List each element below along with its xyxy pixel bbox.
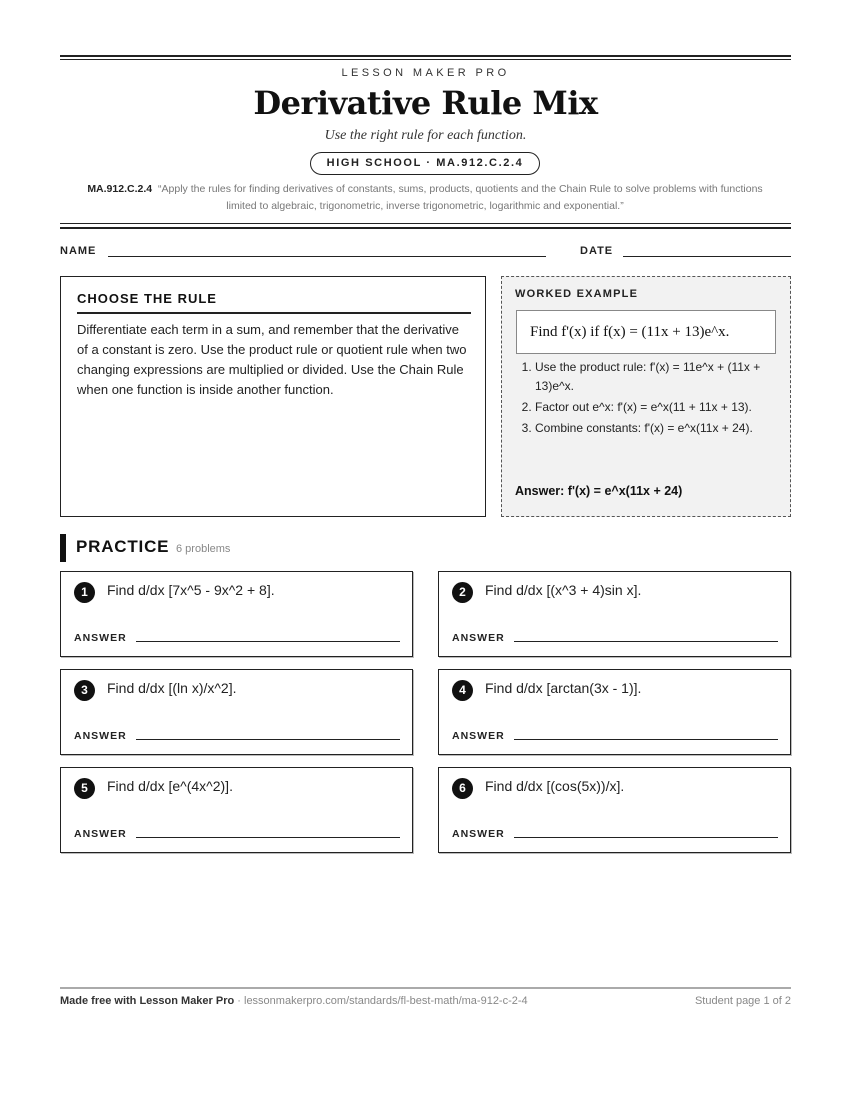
footer-url[interactable]: · lessonmakerpro.com/standards/fl-best-math/ma-912-c-2-4 [234,995,528,1007]
level-badge: HIGH SCHOOL · MA.912.C.2.4 [310,152,540,175]
problem-number: 4 [452,680,473,701]
standard-text: “Apply the rules for finding derivatives of constants, sums, products, quotients and the Chain Rule to solve problems with functions limited to algebraic, trigonometric, inverse trigonometric, logarithmic and exponential.” [158,183,763,212]
header-bottom-rule-thin [60,223,791,224]
problem-card-2 [438,571,791,657]
worked-example-steps [516,358,785,440]
practice-accent-bar [60,534,66,562]
answer-label: ANSWER [452,632,505,644]
worked-example-problem: Find f'(x) if f(x) = (11x + 13)e^x. [516,310,776,354]
worked-example-answer: Answer: f'(x) = e^x(11x + 24) [515,484,683,498]
worked-example-step: 3. Combine constants: f'(x) = e^x(11x + 24). [535,419,785,438]
problem-number: 5 [74,778,95,799]
problem-prompt: Find d/dx [(ln x)/x^2]. [107,680,237,696]
name-field[interactable] [108,256,546,257]
choose-rule-panel [60,276,486,517]
footer-rule [60,987,791,989]
answer-field[interactable] [136,641,400,642]
problem-prompt: Find d/dx [(x^3 + 4)sin x]. [485,582,642,598]
problem-number: 3 [74,680,95,701]
problem-prompt: Find d/dx [(cos(5x))/x]. [485,778,625,794]
answer-label: ANSWER [74,632,127,644]
page-title: Derivative Rule Mix [253,84,598,122]
answer-field[interactable] [514,837,778,838]
header-top-rule [60,55,791,57]
worked-example-heading: WORKED EXAMPLE [515,288,639,300]
standard-statement [75,181,775,214]
problem-number: 6 [452,778,473,799]
answer-field[interactable] [514,739,778,740]
date-field[interactable] [623,256,791,257]
brand-name: LESSON MAKER PRO [341,67,510,79]
worksheet-page [60,0,791,1100]
footer-page-number: Student page 1 of 2 [694,995,791,1007]
problem-card-1 [60,571,413,657]
problem-card-3 [60,669,413,755]
header-top-rule-thin [60,59,791,60]
answer-label: ANSWER [74,730,127,742]
problem-prompt: Find d/dx [e^(4x^2)]. [107,778,233,794]
worked-example-step: 2. Factor out e^x: f'(x) = e^x(11 + 11x + 13). [535,398,785,417]
problem-prompt: Find d/dx [7x^5 - 9x^2 + 8]. [107,582,275,598]
choose-rule-text: Differentiate each term in a sum, and remember that the derivative of a constant is zero. Use the product rule or quotient rule when two changing expressions are multiplied or divided. Use the Chain Rule when one function is inside another function. [77,322,467,397]
practice-count: 6 problems [176,543,231,555]
practice-heading: PRACTICE [76,537,170,556]
problem-number: 1 [74,582,95,603]
date-label: DATE [580,245,614,257]
answer-field[interactable] [136,739,400,740]
header-bottom-rule [60,227,791,229]
standard-code: MA.912.C.2.4 [87,183,153,195]
choose-rule-divider [77,312,471,314]
footer-credit [60,995,528,1007]
problem-card-4 [438,669,791,755]
problem-card-5 [60,767,413,853]
footer-made-with: Made free with Lesson Maker Pro [60,995,235,1007]
name-label: NAME [60,245,97,257]
problem-number: 2 [452,582,473,603]
problem-prompt: Find d/dx [arctan(3x - 1)]. [485,680,642,696]
worked-example-panel [501,276,791,517]
worked-example-step: 1. Use the product rule: f'(x) = 11e^x + (11x + 13)e^x. [535,358,785,395]
answer-field[interactable] [514,641,778,642]
answer-label: ANSWER [452,828,505,840]
choose-rule-heading: CHOOSE THE RULE [77,291,217,306]
answer-label: ANSWER [74,828,127,840]
page-subtitle: Use the right rule for each function. [324,128,527,143]
problem-card-6 [438,767,791,853]
answer-label: ANSWER [452,730,505,742]
answer-field[interactable] [136,837,400,838]
